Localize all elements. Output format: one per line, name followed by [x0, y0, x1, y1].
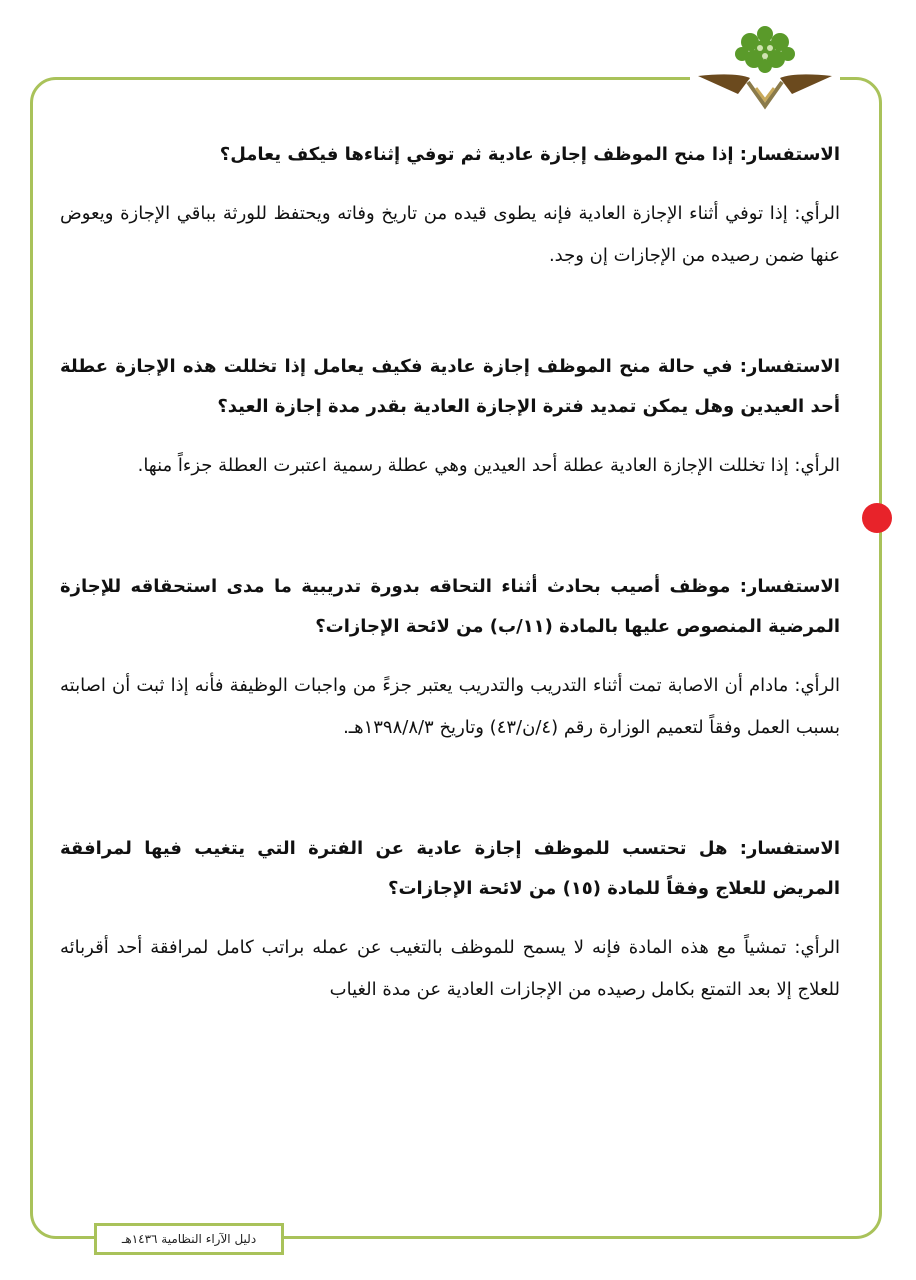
- content: [60, 135, 840, 1011]
- answer: [60, 193, 840, 277]
- answer: [60, 927, 840, 1011]
- ministry-logo: [690, 4, 840, 114]
- footer-text: دليل الآراء النظامية ١٤٣٦هـ: [121, 1232, 257, 1246]
- answer-text: إذا تخللت الإجازة العادية عطلة أحد العيدين وهي عطلة رسمية اعتبرت العطلة جزءاً منها.: [137, 455, 789, 476]
- answer-text: مادام أن الاصابة تمت أثناء التدريب والتدريب يعتبر جزءً من واجبات الوظيفة فأنه إذا ثبت أن اصابته بسبب العمل وفقاً لتعميم الوزارة رقم (٤/ن/٤٣) وتاريخ ١٣٩٨/٨/٣هـ.: [60, 675, 840, 738]
- answer-label: الرأي:: [794, 937, 840, 958]
- annotation-dot[interactable]: [862, 503, 892, 533]
- question: [60, 135, 840, 175]
- qa-block: [60, 829, 840, 1011]
- answer-label: الرأي:: [794, 455, 840, 476]
- qa-block: [60, 567, 840, 749]
- question: [60, 567, 840, 647]
- answer-label: الرأي:: [794, 203, 840, 224]
- answer-label: الرأي:: [794, 675, 840, 696]
- question-text: إذا منح الموظف إجازة عادية ثم توفي إثناءها فيكف يعامل؟: [219, 144, 734, 165]
- question: [60, 829, 840, 909]
- question-label: الاستفسار:: [739, 144, 840, 165]
- question: [60, 347, 840, 427]
- question-text: موظف أصيب بحادث أثناء التحاقه بدورة تدريبية ما مدى استحقاقه للإجازة المرضية المنصوص عليها بالمادة (١١/ب) من لائحة الإجازات؟: [60, 576, 840, 637]
- answer-text: إذا توفي أثناء الإجازة العادية فإنه يطوى قيده من تاريخ وفاته ويحتفظ للورثة بباقي الإجازة ويعوض عنها ضمن رصيده من الإجازات إن وجد.: [60, 203, 840, 266]
- question-label: الاستفسار:: [739, 576, 840, 597]
- question-label: الاستفسار:: [739, 838, 840, 859]
- answer-text: تمشياً مع هذه المادة فإنه لا يسمح للموظف بالتغيب عن عمله براتب كامل لمرافقة أحد أقربائه للعلاج إلا بعد التمتع بكامل رصيده من الإجازات العادية عن مدة الغياب: [60, 937, 840, 1000]
- footer-label: [94, 1223, 284, 1255]
- qa-block: [60, 135, 840, 277]
- answer: [60, 445, 840, 487]
- question-text: هل تحتسب للموظف إجازة عادية عن الفترة التي يتغيب فيها لمرافقة المريض للعلاج وفقاً للمادة (١٥) من لائحة الإجازات؟: [60, 838, 840, 899]
- question-label: الاستفسار:: [739, 356, 840, 377]
- answer: [60, 665, 840, 749]
- question-text: في حالة منح الموظف إجازة عادية فكيف يعامل إذا تخللت هذه الإجازة عطلة أحد العيدين وهل يمكن تمديد فترة الإجازة العادية بقدر مدة إجازة العيد؟: [60, 356, 840, 417]
- qa-block: [60, 347, 840, 487]
